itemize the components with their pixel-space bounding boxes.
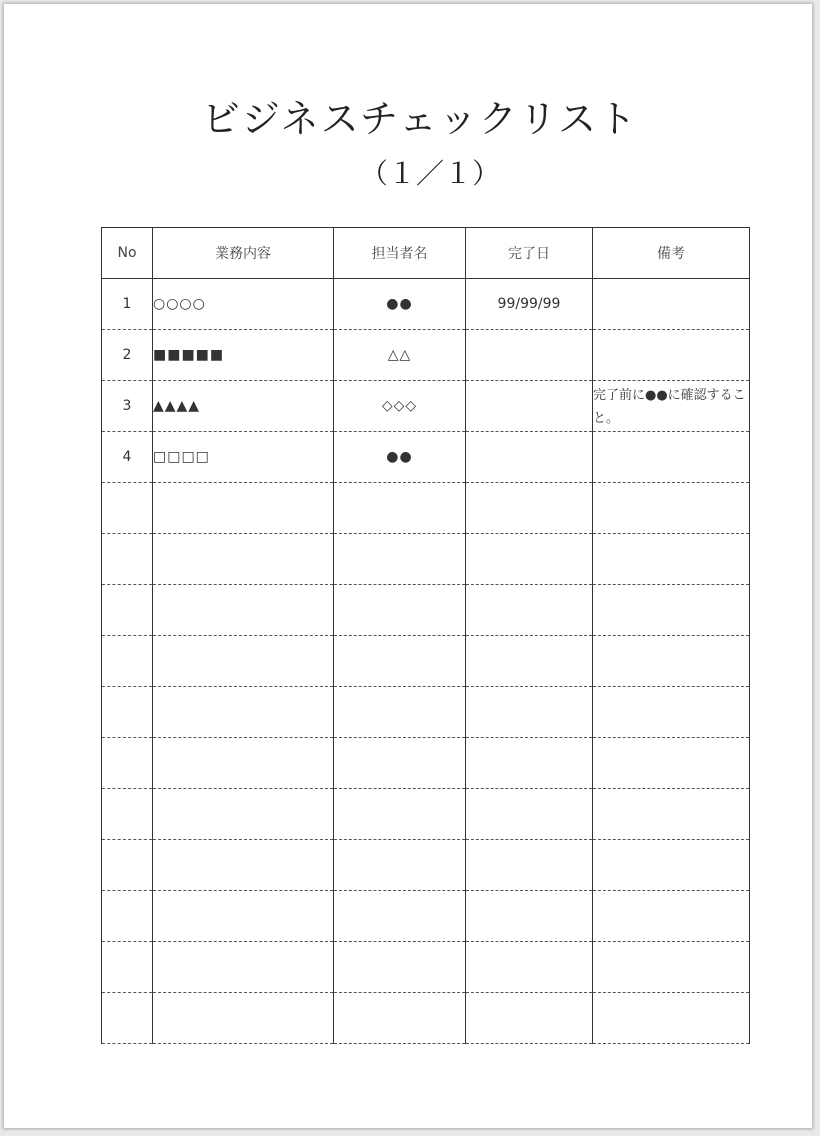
- notes-cell: [593, 432, 750, 483]
- date-cell: 99/99/99: [466, 279, 593, 330]
- notes-cell: [593, 483, 750, 534]
- task-cell: [153, 942, 334, 993]
- notes-text: [593, 660, 749, 662]
- notes-text: [593, 966, 749, 968]
- table-row: [102, 687, 750, 738]
- date-cell: [466, 891, 593, 942]
- notes-cell: [593, 942, 750, 993]
- notes-text: [593, 1017, 749, 1019]
- task-cell: ○○○○: [153, 279, 334, 330]
- notes-cell: [593, 891, 750, 942]
- checklist-table: [101, 227, 750, 1044]
- notes-text: [593, 507, 749, 509]
- notes-text: 完了前に●●に確認すること。: [593, 388, 746, 426]
- notes-cell: [593, 789, 750, 840]
- date-cell: [466, 483, 593, 534]
- table-row: [102, 483, 750, 534]
- notes-text: [593, 813, 749, 815]
- notes-cell: [593, 993, 750, 1044]
- table-row: [102, 942, 750, 993]
- person-cell: [334, 483, 466, 534]
- person-cell: [334, 993, 466, 1044]
- row-number: 2: [102, 330, 153, 381]
- header-notes: 備考: [593, 228, 750, 279]
- notes-cell: [593, 636, 750, 687]
- notes-cell: [593, 738, 750, 789]
- notes-text: [593, 864, 749, 866]
- row-number: 1: [102, 279, 153, 330]
- date-cell: [466, 534, 593, 585]
- date-cell: [466, 636, 593, 687]
- header-task: 業務内容: [153, 228, 334, 279]
- header-row: [102, 228, 750, 279]
- notes-cell: [593, 585, 750, 636]
- row-number: 3: [102, 381, 153, 432]
- table-row: [102, 585, 750, 636]
- row-number: [102, 534, 153, 585]
- task-cell: □□□□: [153, 432, 334, 483]
- person-cell: [334, 636, 466, 687]
- person-cell: ●●: [334, 432, 466, 483]
- notes-cell: [593, 330, 750, 381]
- date-cell: [466, 330, 593, 381]
- row-number: [102, 738, 153, 789]
- row-number: [102, 789, 153, 840]
- task-cell: [153, 738, 334, 789]
- date-cell: [466, 942, 593, 993]
- table-row: [102, 381, 750, 432]
- person-cell: [334, 585, 466, 636]
- table-row: [102, 993, 750, 1044]
- date-cell: [466, 738, 593, 789]
- row-number: [102, 483, 153, 534]
- notes-text: [593, 456, 749, 458]
- task-cell: [153, 891, 334, 942]
- task-cell: ▲▲▲▲: [153, 381, 334, 432]
- table-row: [102, 330, 750, 381]
- notes-cell: [593, 840, 750, 891]
- date-cell: [466, 687, 593, 738]
- person-cell: [334, 840, 466, 891]
- person-cell: ●●: [334, 279, 466, 330]
- table-row: [102, 636, 750, 687]
- row-number: [102, 993, 153, 1044]
- task-cell: [153, 636, 334, 687]
- task-cell: [153, 687, 334, 738]
- person-cell: [334, 942, 466, 993]
- task-cell: [153, 483, 334, 534]
- person-cell: [334, 687, 466, 738]
- document-page: [4, 4, 812, 1128]
- date-cell: [466, 789, 593, 840]
- date-cell: [466, 585, 593, 636]
- header-no: No: [102, 228, 153, 279]
- person-cell: ◇◇◇: [334, 381, 466, 432]
- date-cell: [466, 993, 593, 1044]
- task-cell: [153, 789, 334, 840]
- notes-text: [593, 915, 749, 917]
- notes-cell: [593, 279, 750, 330]
- row-number: 4: [102, 432, 153, 483]
- notes-text: [593, 303, 749, 305]
- date-cell: [466, 381, 593, 432]
- table-row: [102, 738, 750, 789]
- notes-text: [593, 354, 749, 356]
- notes-text: [593, 609, 749, 611]
- row-number: [102, 585, 153, 636]
- table-row: [102, 432, 750, 483]
- notes-cell: [593, 687, 750, 738]
- notes-cell: [593, 534, 750, 585]
- notes-text: [593, 711, 749, 713]
- row-number: [102, 891, 153, 942]
- date-cell: [466, 432, 593, 483]
- task-cell: [153, 840, 334, 891]
- task-cell: [153, 585, 334, 636]
- task-cell: [153, 534, 334, 585]
- task-cell: [153, 993, 334, 1044]
- person-cell: △△: [334, 330, 466, 381]
- person-cell: [334, 891, 466, 942]
- row-number: [102, 636, 153, 687]
- person-cell: [334, 789, 466, 840]
- row-number: [102, 687, 153, 738]
- person-cell: [334, 534, 466, 585]
- page-number-label: （１／１）: [359, 157, 500, 190]
- date-cell: [466, 840, 593, 891]
- row-number: [102, 840, 153, 891]
- notes-text: [593, 558, 749, 560]
- table-row: [102, 279, 750, 330]
- row-number: [102, 942, 153, 993]
- header-person: 担当者名: [334, 228, 466, 279]
- table-row: [102, 789, 750, 840]
- task-cell: ■■■■■: [153, 330, 334, 381]
- page-title: ビジネスチェックリスト: [201, 97, 639, 141]
- notes-text: [593, 762, 749, 764]
- table-row: [102, 891, 750, 942]
- person-cell: [334, 738, 466, 789]
- table-row: [102, 534, 750, 585]
- header-date: 完了日: [466, 228, 593, 279]
- notes-cell: [593, 381, 750, 432]
- table-row: [102, 840, 750, 891]
